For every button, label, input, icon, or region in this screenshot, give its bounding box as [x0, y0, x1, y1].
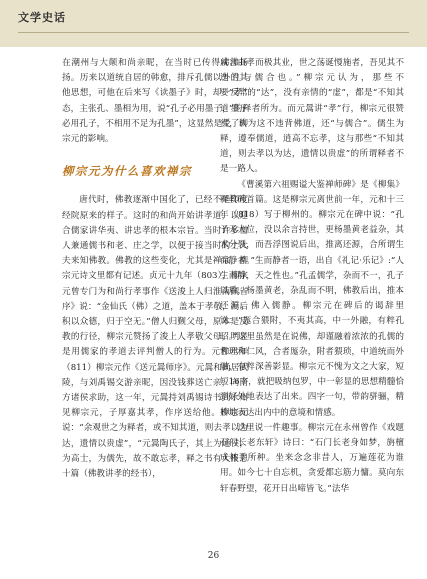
left-paragraph-2: 唐代时，佛教逐渐中国化了，已经不是印度经院原来的样子。这时的和尚开始讲孝道，以迎合儒家讲华夷、讲忠孝的根本宗旨。当时许多僧人兼通儒书和老、庄之学，以便于接当时的士大夫来知佛教。佛教的这些变化，尤其是禅宗，柳宗元诗文里都有记述。贞元十九年（803），柳宗元曾专门为和尚行孝事作《送浚上人归淮南觐省序》说：“金仙氏（佛）之道，盖本于孝敬，而后积以众德，归于空无。”僧人归觐父母，原本是反教的行径，柳宗元赞扬了浚上人孝敬父母，明显是用儒家的孝道去评判僧人的行为。元和六年（811）柳宗元作《送元暠师序》。元暠和尚居武陵，与刘禹锡交游亲昵，因没钱葬送亡亲，向南方诸侯求助，这一年，元暠持刘禹锡诗书到永州见柳宗元，子厚嘉其孝，作序送给他。柳宗元说：“余观世之为释者，或不知其道，则去孝以为达，遗情以贵虚”，“元暠陶氏子，其上为通侯，为高士，为儒先，故不敢忘孝，释之书有大报恩十篇（佛教讲孝的经书），: [62, 195, 248, 480]
header-divider: [18, 32, 409, 33]
section-label: 文学史话: [18, 11, 66, 24]
right-paragraph-3: 这里说一件趣事。柳宗元在永州曾作《戏题石门长老东轩》诗曰：“石门长老身如梦，旃檀成林手所种。坐来念念非昔人，万遍莲花为谁用。如今七十自忘机，贪爱都忘筋力慵。莫向东轩春野望，花开日出啼皆飞。”法华: [220, 422, 404, 494]
left-paragraph-1: 在潮州与大颠和尚亲昵，在当时已传得沸沸扬扬。历来以道统自居的韩愈，排斥孔儒以外的其他思想，可他在后来写《读墨子》时，却一反常态，主张孔、墨相为用，说“孔子必用墨子，墨子必用孔子，不相用不足为孔墨”，这显然是受了柳宗元的影响。: [62, 58, 248, 145]
header-band: [0, 0, 427, 47]
section-heading: 柳宗元为什么喜欢禅宗: [62, 164, 192, 179]
right-paragraph-2: 《曹溪第六祖赐谥大鉴禅师碑》是《柳集》释教碑首篇。这是柳宗元离世前一年，元和十三年（818）写于柳州的。柳宗元在碑中说：“孔子无大位，没以余言持世，更杨墨黄老益杂，其术分裂，而吾浮图说后出，推离还源，合所谓生而静者。”生而静者一语，出自《礼记·乐记》:“人生而静，天之性也。”孔孟儒学，杂而不一，孔子以后，杨墨黄老，杂乱而不明，佛教后出，推本还源，佛入儒静。柳宗元在碑后的谒辞里说：“厖合猥附，不夷其高，中一外融，有粹孔昭。”这里虽然是在说佛，却谨融着浓浓的孔儒的哲理和仁风，合者厖杂，附者猥琐，中道统而外融，有粹深善影显。柳宗元不愧为文之大家，短短16字，就把吸纳包罗，中一彰显的思想精髓恰到好处地表达了出来。四字一句，带韵骈骊，精妙地表达出内中的意境和情感。: [220, 179, 404, 418]
page-number: 26: [207, 551, 220, 561]
right-paragraph-1: 咸言由孝而极其业，世之荡诞慢施者，吾见其不违且与儒合也。”柳宗元认为，那些不要“孝”的“达”，没有亲情的“虚”，都是“不知其道”的释者所为。而元暠讲“孝”行，柳宗元很赞赏，认为这不违背佛道，还“与儒合”。儒生为释，遵奉儒道，逍高不忘孝，这与那些“不知其道，则去孝以为达，遗情以贵虚”的所谓释者不是一路人。: [220, 58, 404, 175]
right-column: [220, 56, 404, 497]
